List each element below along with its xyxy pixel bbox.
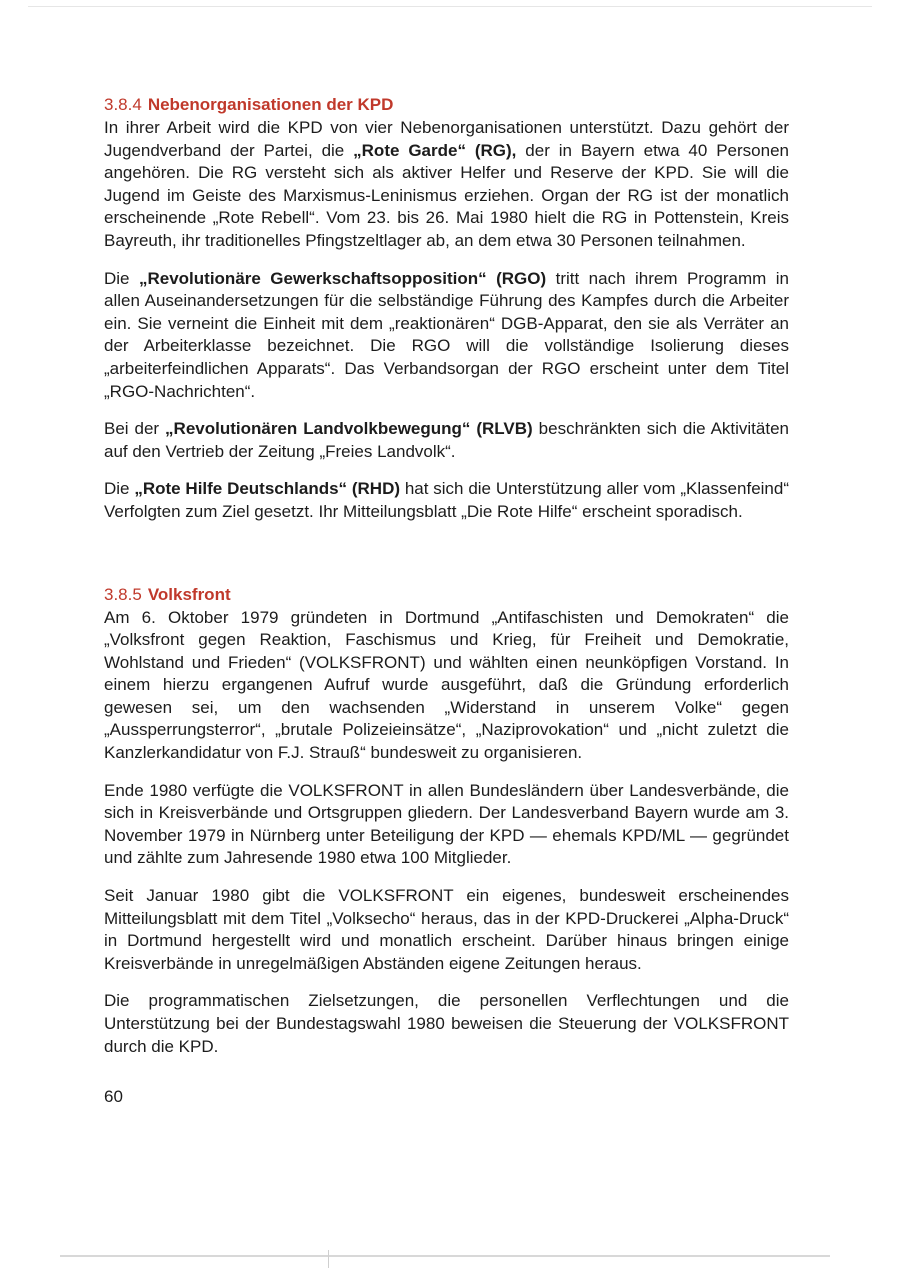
section-number: 3.8.4 xyxy=(104,95,142,114)
paragraph-text: In ihrer Arbeit wird die KPD von vier Nebenorganisationen unterstützt. Dazu gehört der Jugendverband der Partei, die xyxy=(104,118,789,160)
paragraph-text: Die xyxy=(104,268,139,288)
page-edge-bottom xyxy=(60,1255,830,1257)
paragraph-rlvb xyxy=(104,418,789,463)
paragraph-volksfront-structure: Ende 1980 verfügte die VOLKSFRONT in allen Bundesländern über Landesverbände, die sich in Kreisverbände und Ortsgruppen gliedern. Der Landesverband Bayern wurde am 3. November 1979 in Nürnberg unter Beteiligung der KPD — ehemals KPD/ML — gegründet und zählte zum Jahresende 1980 etwa 100 Mitglieder. xyxy=(104,780,789,868)
section-number: 3.8.5 xyxy=(104,584,142,604)
paragraph-text: tritt nach ihrem Programm in allen Auseinandersetzungen für die selbständige Führung des Kampfes durch die Arbeiter ein. Sie verneint die Einheit mit dem „reaktionären“ DGB-Apparat, den sie als Verräter an der Arbeiterklasse bezeichnet. Die RGO will die vollständige Isolierung dieses „arbeiterfeindlichen Apparats“. Das Verbandsorgan der RGO erscheint unter dem Titel „RGO-Nachrichten“. xyxy=(104,268,790,401)
emphasis-rgo: „Revolutionäre Gewerkschaftsopposition“ (RGO) xyxy=(138,268,547,288)
paragraph-text: beschränkten sich die Aktivitäten auf den Vertrieb der Zeitung „Freies Landvolk“. xyxy=(104,419,789,461)
paragraph-text: hat sich die Unterstützung aller vom „Klassenfeind“ Verfolgten zum Ziel gesetzt. Ihr Mitteilungsblatt „Die Rote Hilfe“ erscheint sporadisch. xyxy=(104,479,789,521)
page-number: 60 xyxy=(104,1087,123,1107)
paragraph-volksfront-founding: Am 6. Oktober 1979 gründeten in Dortmund „Antifaschisten und Demokraten“ die „Volksfront gegen Reaktion, Faschismus und Krieg, für Freiheit und Demokratie, Wohlstand und Frieden“ (VOLKSFRONT) und wählten einen neunköpfigen Vorstand. In einem hierzu ergangenen Aufruf wurde ausgeführt, daß die Gründung erforderlich gewesen sei, um den wachsenden „Widerstand in unserem Volke“ gegen „Aussperrungsterror“, „brutale Polizeieinsätze“, „Naziprovokation“ und „nicht zuletzt die Kanzlerkandidatur von F.J. Strauß“ bundesweit zu organisieren. xyxy=(104,607,789,763)
section-heading-3-8-4 xyxy=(104,93,789,117)
section-title: Nebenorganisationen der KPD xyxy=(147,95,394,114)
section-heading-3-8-5 xyxy=(104,583,789,607)
paragraph-text: Bei der xyxy=(104,419,166,439)
paragraph-volksfront-publication: Seit Januar 1980 gibt die VOLKSFRONT ein eigenes, bundesweit erscheinendes Mitteilungsblatt mit dem Titel „Volksecho“ heraus, das in der KPD-Druckerei „Alpha-Druck“ in Dortmund hergestellt wird und monatlich erscheint. Darüber hinaus bringen einige Kreisverbände in unregelmäßigen Abständen eigene Zeitungen heraus. xyxy=(104,886,789,973)
emphasis-rote-garde: „Rote Garde“ (RG), xyxy=(353,140,517,160)
page-edge-tick xyxy=(328,1250,329,1268)
paragraph-rhd xyxy=(104,478,789,523)
page-edge-top xyxy=(28,6,872,7)
emphasis-rhd: „Rote Hilfe Deutschlands“ (RHD) xyxy=(134,479,401,499)
paragraph-rote-garde xyxy=(104,117,789,253)
paragraph-volksfront-control: Die programmatischen Zielsetzungen, die personellen Verflechtungen und die Unterstützung bei der Bundestagswahl 1980 beweisen die Steuerung der VOLKSFRONT durch die KPD. xyxy=(104,991,789,1056)
paragraph-text: Die xyxy=(104,479,135,499)
section-title: Volksfront xyxy=(147,584,231,604)
page-content xyxy=(104,93,789,1108)
paragraph-rgo xyxy=(104,268,789,404)
emphasis-rlvb: „Revolutionären Landvolkbewegung“ (RLVB) xyxy=(165,419,533,439)
paragraph-text: der in Bayern etwa 40 Personen angehören. Die RG versteht sich als aktiver Helfer und Reserve der KPD. Sie will die Jugend im Geiste des Marxismus-Leninismus erziehen. Organ der RG ist der monatlich erscheinende „Rote Rebell“. Vom 23. bis 26. Mai 1980 hielt die RG in Pottenstein, Kreis Bayreuth, ihr traditionelles Pfingstzeltlager ab, an dem etwa 30 Personen teilnahmen. xyxy=(104,140,789,250)
